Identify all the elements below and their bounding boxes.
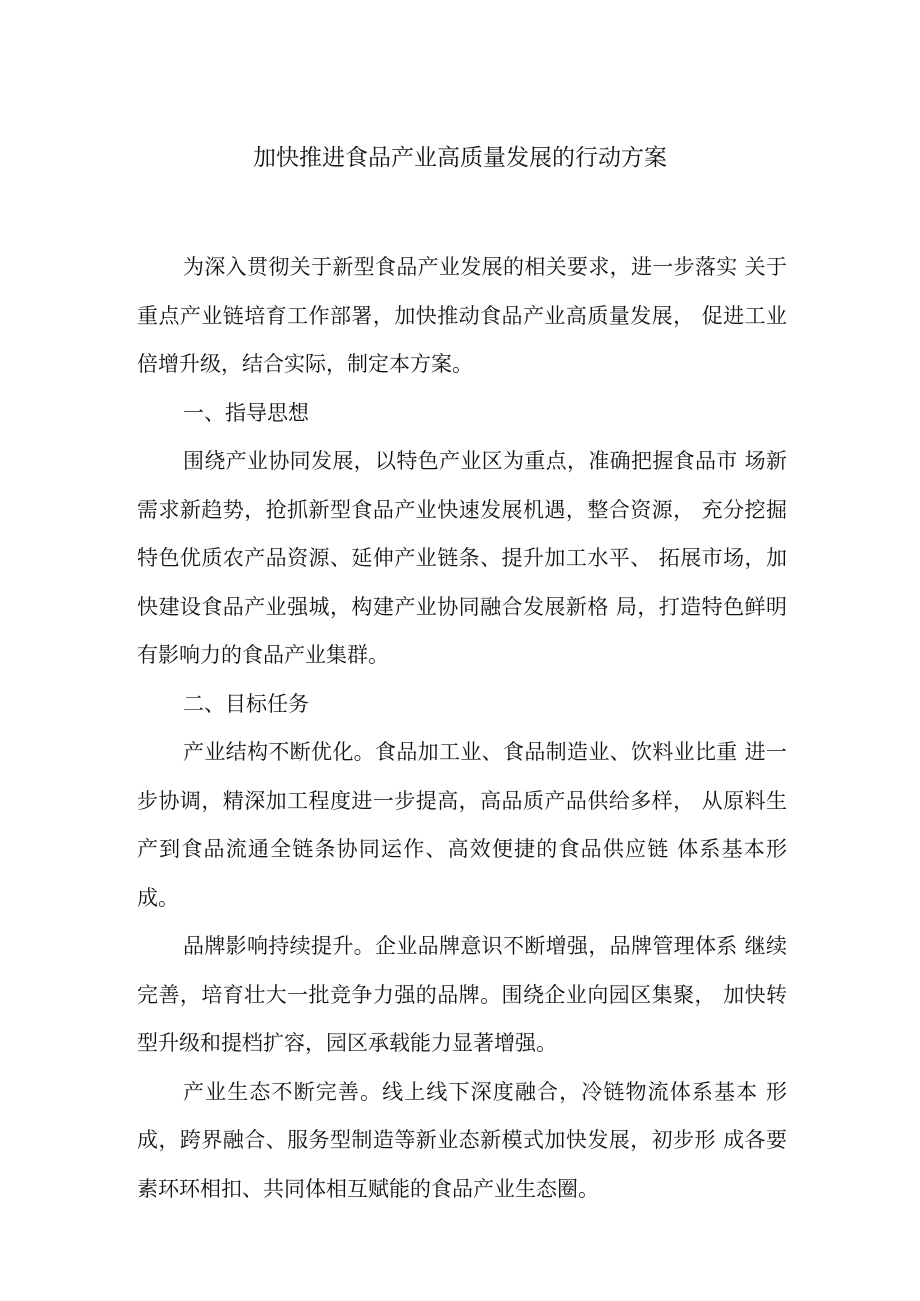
- intro-paragraph: 为深入贯彻关于新型食品产业发展的相关要求，进一步落实 关于重点产业链培育工作部署，加快推动食品产业高质量发展， 促进工业倍增升级，结合实际，制定本方案。: [137, 255, 787, 376]
- section-heading-guiding-ideology: 一、指导思想: [183, 400, 309, 425]
- objective-industry-ecosystem-paragraph: 产业生态不断完善。线上线下深度融合，冷链物流体系基本 形成，跨界融合、服务型制造等新业态新模式加快发展，初步形 成各要素环环相扣、共同体相互赋能的食品产业生态圈。: [137, 1079, 787, 1201]
- section-heading-objectives: 二、目标任务: [183, 691, 309, 716]
- guiding-ideology-paragraph: 围绕产业协同发展，以特色产业区为重点，准确把握食品市 场新需求新趋势，抢抓新型食品产业快速发展机遇，整合资源， 充分挖掘特色优质农产品资源、延伸产业链条、提升加工水平、 拓展市场，加快建设食品产业强城，构建产业协同融合发展新格 局，打造特色鲜明有影响力的食品产业集群。: [137, 449, 787, 667]
- objective-brand-influence-paragraph: 品牌影响持续提升。企业品牌意识不断增强，品牌管理体系 继续完善，培育壮大一批竞争力强的品牌。围绕企业向园区集聚， 加快转型升级和提档扩容，园区承载能力显著增强。: [137, 934, 787, 1055]
- objective-industry-structure-paragraph: 产业结构不断优化。食品加工业、食品制造业、饮料业比重 进一步协调，精深加工程度进一步提高，高品质产品供给多样， 从原料生产到食品流通全链条协同运作、高效便捷的食品供应链 体系基本形成。: [137, 740, 787, 910]
- document-title: 加快推进食品产业高质量发展的行动方案: [253, 145, 667, 171]
- document-body: [137, 243, 787, 1213]
